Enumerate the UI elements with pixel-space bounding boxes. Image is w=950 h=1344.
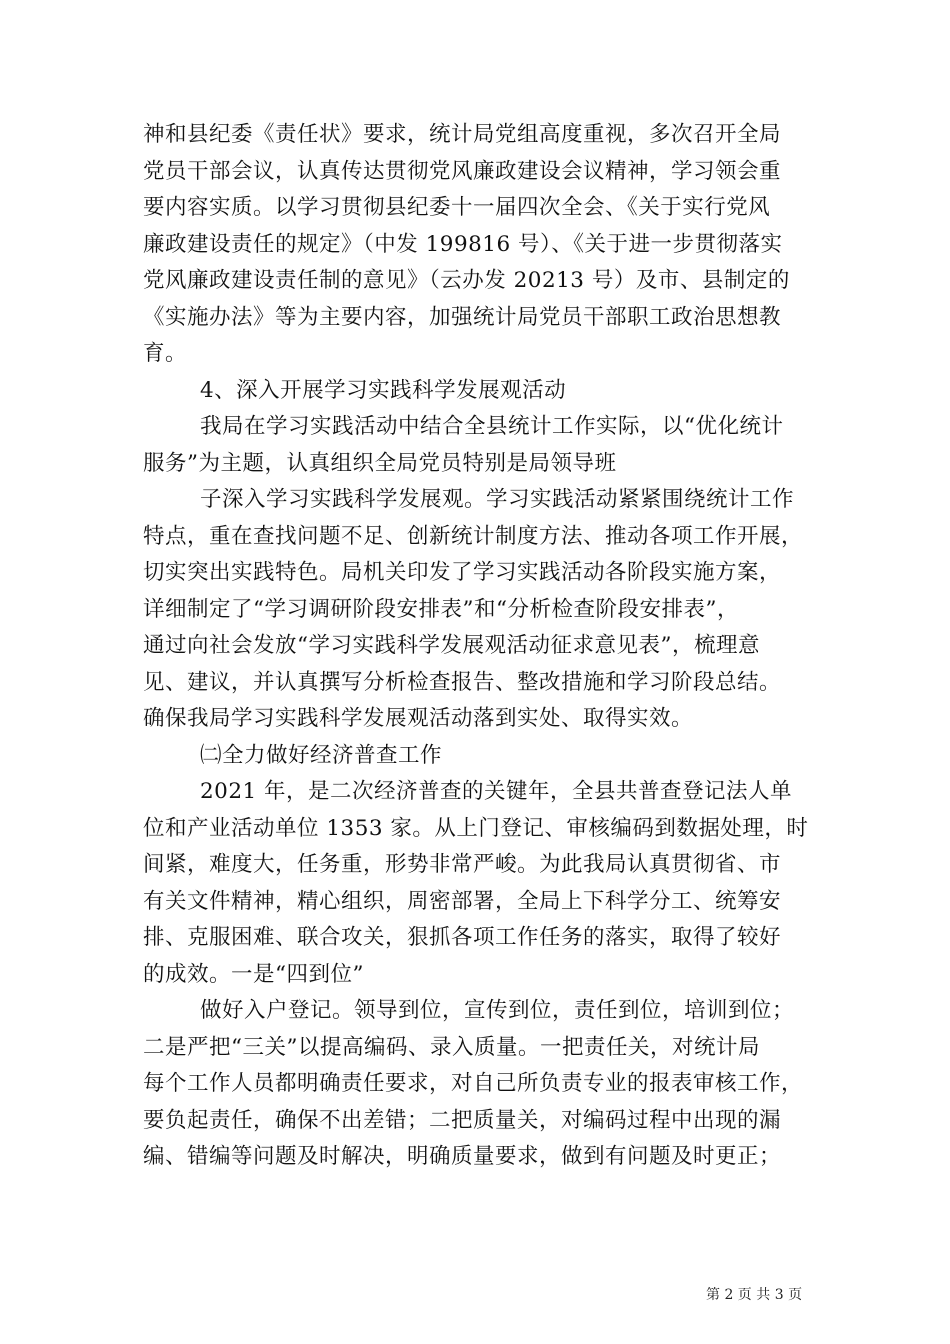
text-line: 切实突出实践特色。局机关印发了学习实践活动各阶段实施方案， xyxy=(143,560,782,585)
text-line: 每个工作人员都明确责任要求，对自己所负责专业的报表审核工作， xyxy=(143,1071,804,1096)
text-line: 确保我局学习实践科学发展观活动落到实处、取得实效。 xyxy=(143,706,694,731)
text-line: 位和产业活动单位 1353 家。从上门登记、审核编码到数据处理，时 xyxy=(143,815,809,841)
page-number: 第 2 页 共 3 页 xyxy=(706,1287,803,1303)
section-heading: 4、深入开展学习实践科学发展观活动 xyxy=(200,377,567,403)
text-line: 编、错编等问题及时解决，明确质量要求，做到有问题及时更正； xyxy=(143,1144,782,1169)
section-heading: ㈡全力做好经济普查工作 xyxy=(200,742,443,768)
text-line: 育。 xyxy=(143,341,188,366)
text-line: 要负起责任，确保不出差错；二把质量关，对编码过程中出现的漏 xyxy=(143,1107,782,1133)
text-line: 特点，重在查找问题不足、创新统计制度方法、推动各项工作开展， xyxy=(143,523,804,549)
text-line: 见、建议，并认真撰写分析检查报告、整改措施和学习阶段总结。 xyxy=(143,669,782,695)
text-line: 神和县纪委《责任状》要求，统计局党组高度重视，多次召开全局 xyxy=(143,122,782,147)
text-line: 要内容实质。以学习贯彻县纪委十一届四次全会、《关于实行党风 xyxy=(143,195,771,220)
text-line: 我局在学习实践活动中结合全县统计工作实际，以“优化统计 xyxy=(200,414,784,439)
text-line: 党风廉政建设责任制的意见》（云办发 20213 号）及市、县制定的 xyxy=(143,268,790,293)
text-line: 《实施办法》等为主要内容，加强统计局党员干部职工政治思想教 xyxy=(143,304,782,330)
text-line: 详细制定了“学习调研阶段安排表”和“分析检查阶段安排表”， xyxy=(143,596,739,622)
text-line: 二是严把“三关”以提高编码、录入质量。一把责任关，对统计局 xyxy=(143,1034,760,1060)
text-line: 2021 年，是二次经济普查的关键年，全县共普查登记法人单 xyxy=(200,779,793,804)
text-line: 党员干部会议，认真传达贯彻党风廉政建设会议精神，学习领会重 xyxy=(143,158,782,184)
text-line: 的成效。一是“四到位” xyxy=(143,961,364,987)
text-line: 服务”为主题，认真组织全局党员特别是局领导班 xyxy=(143,450,617,476)
text-line: 有关文件精神，精心组织，周密部署，全局上下科学分工、统筹安 xyxy=(143,888,782,914)
text-line: 通过向社会发放“学习实践科学发展观活动征求意见表”，梳理意 xyxy=(143,633,760,658)
text-line: 子深入学习实践科学发展观。学习实践活动紧紧围绕统计工作 xyxy=(200,487,795,512)
text-line: 做好入户登记。领导到位，宣传到位，责任到位，培训到位； xyxy=(200,998,795,1023)
text-line: 间紧，难度大，任务重，形势非常严峻。为此我局认真贯彻省、市 xyxy=(143,852,782,877)
text-line: 排、克服困难、联合攻关，狠抓各项工作任务的落实，取得了较好 xyxy=(143,925,782,950)
body-text xyxy=(143,117,811,1176)
text-line: 廉政建设责任的规定》（中发 199816 号）、《关于进一步贯彻落实 xyxy=(143,231,783,257)
